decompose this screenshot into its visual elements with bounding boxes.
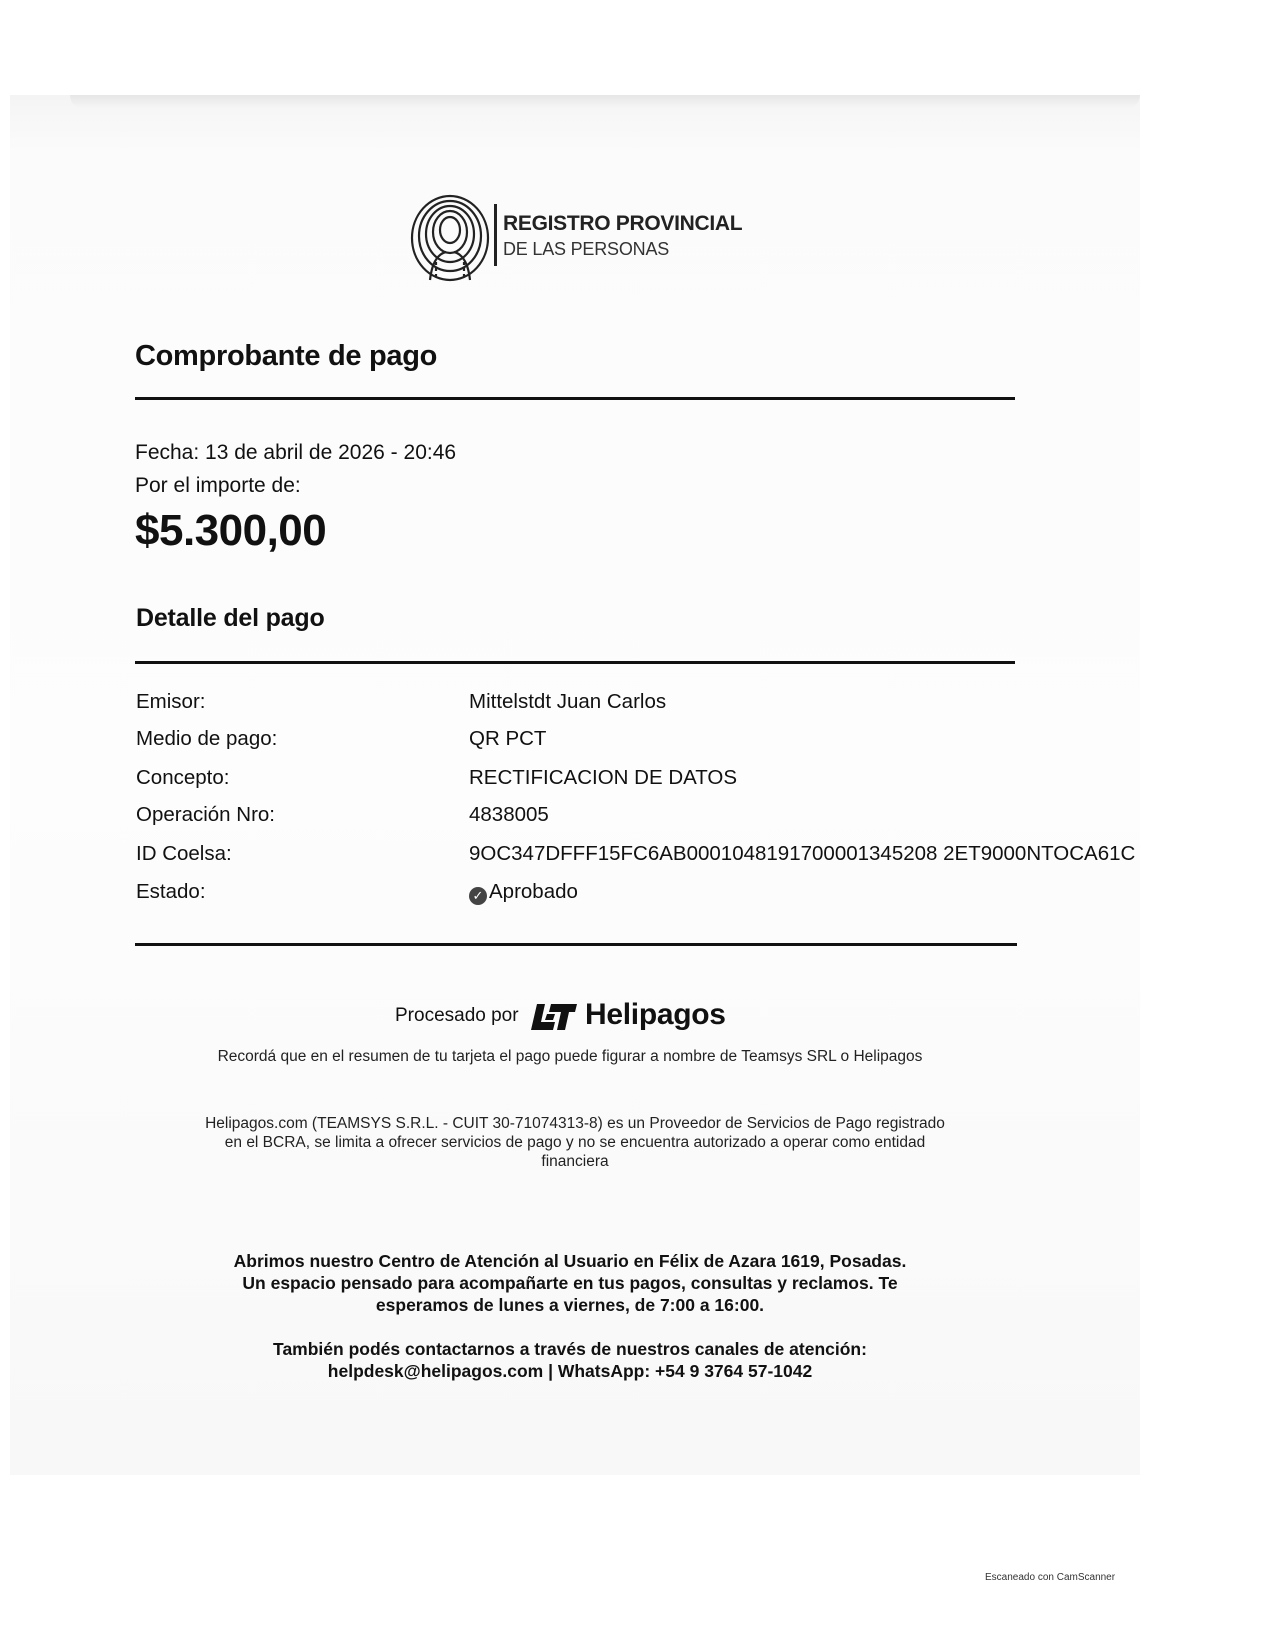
divider <box>135 397 1015 400</box>
legal-note: Helipagos.com (TEAMSYS S.R.L. - CUIT 30-71074313-8) es un Proveedor de Servicios de Pago registrado en el BCRA, se limita a ofrecer servicios de pago y no se encuentra autorizado a operar como entidad financiera <box>205 1115 945 1170</box>
helipagos-logo-icon <box>531 1000 579 1034</box>
detail-label: Emisor: <box>136 690 206 713</box>
detail-value: Mittelstdt Juan Carlos <box>469 690 667 713</box>
registro-logo <box>408 192 748 286</box>
processed-by <box>395 1000 795 1040</box>
logo-title: REGISTRO PROVINCIAL <box>503 212 743 235</box>
detail-value: RECTIFICACION DE DATOS <box>469 766 738 789</box>
page-title: Comprobante de pago <box>135 340 438 372</box>
card-statement-note: Recordá que en el resumen de tu tarjeta el pago puede figurar a nombre de Teamsys SRL o Helipagos <box>217 1048 923 1065</box>
service-center-note: Abrimos nuestro Centro de Atención al Usuario en Félix de Azara 1619, Posadas. Un espacio pensado para acompañarte en tus pagos, consultas y reclamos. Te esperamos de lunes a viernes, de 7:00 a 16:00. <box>233 1251 907 1315</box>
detail-label: Operación Nro: <box>136 803 276 826</box>
fingerprint-icon <box>408 192 492 284</box>
status-text: Aprobado <box>489 880 578 903</box>
status-value <box>469 880 578 905</box>
contact-note: También podés contactarnos a través de nuestros canales de atención: helpdesk@helipagos.com | WhatsApp: +54 9 3764 57-1042 <box>273 1339 867 1381</box>
detail-value: QR PCT <box>469 727 547 750</box>
detail-value: 9OC347DFFF15FC6AB0001048191700001345208 2ET9000NTOCA61C <box>469 842 1136 865</box>
helipagos-brand: Helipagos <box>585 998 726 1031</box>
detail-row-concepto <box>136 766 1136 796</box>
detail-label: ID Coelsa: <box>136 842 232 865</box>
divider <box>135 661 1015 664</box>
scan-shadow <box>70 95 1140 109</box>
detail-value: 4838005 <box>469 803 549 826</box>
payment-amount: $5.300,00 <box>135 506 327 555</box>
detail-label: Concepto: <box>136 766 230 789</box>
detail-row-estado <box>136 880 1136 910</box>
logo-subtitle: DE LAS PERSONAS <box>503 239 670 259</box>
divider <box>135 943 1017 946</box>
details-title: Detalle del pago <box>136 604 325 632</box>
detail-row-coelsa <box>136 842 1136 872</box>
detail-row-operacion <box>136 803 1136 833</box>
detail-row-medio <box>136 727 1136 757</box>
camscanner-watermark: Escaneado con CamScanner <box>985 1572 1116 1583</box>
payment-date: Fecha: 13 de abril de 2026 - 20:46 <box>135 441 457 464</box>
processed-label: Procesado por <box>395 1005 519 1026</box>
detail-label: Estado: <box>136 880 206 903</box>
detail-label: Medio de pago: <box>136 727 278 750</box>
logo-divider <box>494 204 497 266</box>
check-circle-icon: ✓ <box>469 887 487 905</box>
detail-row-emisor <box>136 690 1136 720</box>
amount-label: Por el importe de: <box>135 474 301 497</box>
